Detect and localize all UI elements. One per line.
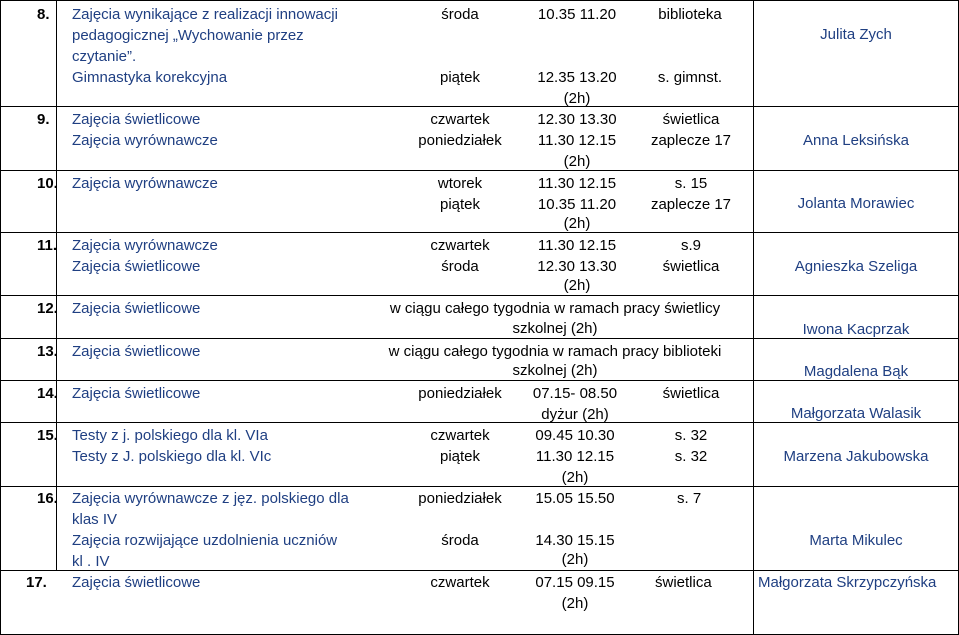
time-cell: 11.30 12.15 [537, 237, 617, 254]
room-cell: świetlica [662, 258, 720, 275]
time-cell: 11.30 12.15 [537, 175, 617, 192]
time-cell: 11.30 12.15 [537, 132, 617, 149]
activity-line: Zajęcia świetlicowe [72, 258, 201, 275]
activity-line: Zajęcia wyrównawcze [72, 132, 218, 149]
day-cell: poniedziałek [418, 132, 502, 149]
row-divider [0, 295, 959, 296]
row-number: 12. [37, 300, 58, 317]
schedule-note: szkolnej (2h) [512, 320, 598, 337]
teacher-name: Iwona Kacprzak [802, 321, 910, 338]
activity-line: Testy z J. polskiego dla kl. VIc [72, 448, 272, 465]
day-cell: środa [441, 6, 479, 23]
row-number: 8. [37, 6, 50, 23]
time-cell: 10.35 11.20 [537, 196, 617, 213]
room-cell: świetlica [662, 385, 720, 402]
time-cell: 10.35 11.20 [537, 6, 617, 23]
activity-line: Zajęcia wynikające z realizacji innowacji [72, 6, 338, 23]
activity-line: Zajęcia świetlicowe [72, 385, 201, 402]
time-cell: (2h) [561, 551, 589, 568]
teacher-name: Marzena Jakubowska [783, 448, 929, 465]
day-cell: poniedziałek [418, 490, 502, 507]
activity-line: Testy z j. polskiego dla kl. VIa [72, 427, 268, 444]
room-cell: zaplecze 17 [650, 132, 732, 149]
row-number: 14. [37, 385, 58, 402]
activity-line: Zajęcia świetlicowe [72, 300, 201, 317]
activity-line: Gimnastyka korekcyjna [72, 69, 228, 86]
row-divider [0, 170, 959, 171]
activity-line: Zajęcia świetlicowe [72, 574, 201, 591]
activity-line: Zajęcia świetlicowe [72, 343, 201, 360]
teacher-name: Małgorzata Skrzypczyńska [758, 574, 937, 591]
row-number: 13. [37, 343, 58, 360]
day-cell: piątek [439, 448, 481, 465]
time-cell: 11.30 12.15 [535, 448, 615, 465]
time-cell: 15.05 15.50 [535, 490, 615, 507]
room-cell: zaplecze 17 [650, 196, 732, 213]
time-cell: 07.15 09.15 [535, 574, 615, 591]
room-cell: s. 7 [677, 490, 702, 507]
teacher-name: Agnieszka Szeliga [794, 258, 918, 275]
day-cell: wtorek [437, 175, 483, 192]
row-number: 15. [37, 427, 58, 444]
column-divider [0, 0, 1, 635]
room-cell: s. 32 [674, 448, 708, 465]
room-cell: s. 32 [674, 427, 708, 444]
time-cell: (2h) [561, 595, 589, 612]
room-cell: świetlica [655, 574, 712, 591]
row-number: 11. [37, 237, 58, 254]
time-cell: 14.30 15.15 [535, 532, 615, 549]
teacher-name: Magdalena Bąk [803, 363, 909, 380]
activity-line: kl . IV [72, 553, 110, 570]
activity-line: Zajęcia rozwijające uzdolnienia uczniów [72, 532, 338, 549]
teacher-name: Julita Zych [820, 26, 892, 43]
day-cell: środa [441, 258, 479, 275]
row-number: 9. [37, 111, 50, 128]
day-cell: piątek [439, 69, 481, 86]
column-divider [56, 0, 57, 570]
time-cell: (2h) [563, 90, 591, 107]
activity-line: pedagogicznej „Wychowanie przez [72, 27, 304, 44]
time-cell: dyżur (2h) [541, 406, 609, 423]
row-divider [0, 570, 959, 571]
row-number: 17. [26, 574, 47, 591]
room-cell: świetlica [662, 111, 720, 128]
schedule-note: w ciągu całego tygodnia w ramach pracy biblioteki [388, 343, 722, 360]
activity-line: Zajęcia wyrównawcze [72, 175, 218, 192]
time-cell: 09.45 10.30 [535, 427, 615, 444]
time-cell: (2h) [561, 469, 589, 486]
day-cell: środa [441, 532, 479, 549]
row-divider [0, 0, 959, 1]
time-cell: 12.35 13.20 [537, 69, 617, 86]
time-cell: (2h) [563, 153, 591, 170]
teacher-name: Marta Mikulec [809, 532, 903, 549]
day-cell: czwartek [430, 237, 490, 254]
row-number: 16. [37, 490, 58, 507]
row-divider [0, 232, 959, 233]
time-cell: 07.15- 08.50 [532, 385, 618, 402]
time-cell: (2h) [563, 215, 591, 232]
row-divider [0, 486, 959, 487]
day-cell: poniedziałek [418, 385, 502, 402]
teacher-name: Małgorzata Walasik [790, 405, 922, 422]
time-cell: 12.30 13.30 [537, 258, 617, 275]
day-cell: czwartek [430, 574, 490, 591]
teacher-name: Jolanta Morawiec [797, 195, 915, 212]
activity-line: Zajęcia świetlicowe [72, 111, 201, 128]
day-cell: czwartek [430, 111, 490, 128]
day-cell: piątek [439, 196, 481, 213]
room-cell: s.9 [680, 237, 701, 254]
teacher-name: Anna Leksińska [803, 132, 909, 149]
row-divider [0, 106, 959, 107]
room-cell: s. gimnst. [657, 69, 723, 86]
time-cell: 12.30 13.30 [537, 111, 617, 128]
room-cell: biblioteka [658, 6, 722, 23]
activity-line: Zajęcia wyrównawcze [72, 237, 218, 254]
room-cell: s. 15 [674, 175, 708, 192]
day-cell: czwartek [430, 427, 490, 444]
schedule-note: w ciągu całego tygodnia w ramach pracy świetlicy [389, 300, 721, 317]
activity-line: czytanie”. [72, 48, 137, 65]
row-number: 10. [37, 175, 58, 192]
activity-line: klas IV [72, 511, 118, 528]
time-cell: (2h) [563, 277, 591, 294]
activity-line: Zajęcia wyrównawcze z jęz. polskiego dla [72, 490, 349, 507]
schedule-note: szkolnej (2h) [512, 362, 598, 379]
